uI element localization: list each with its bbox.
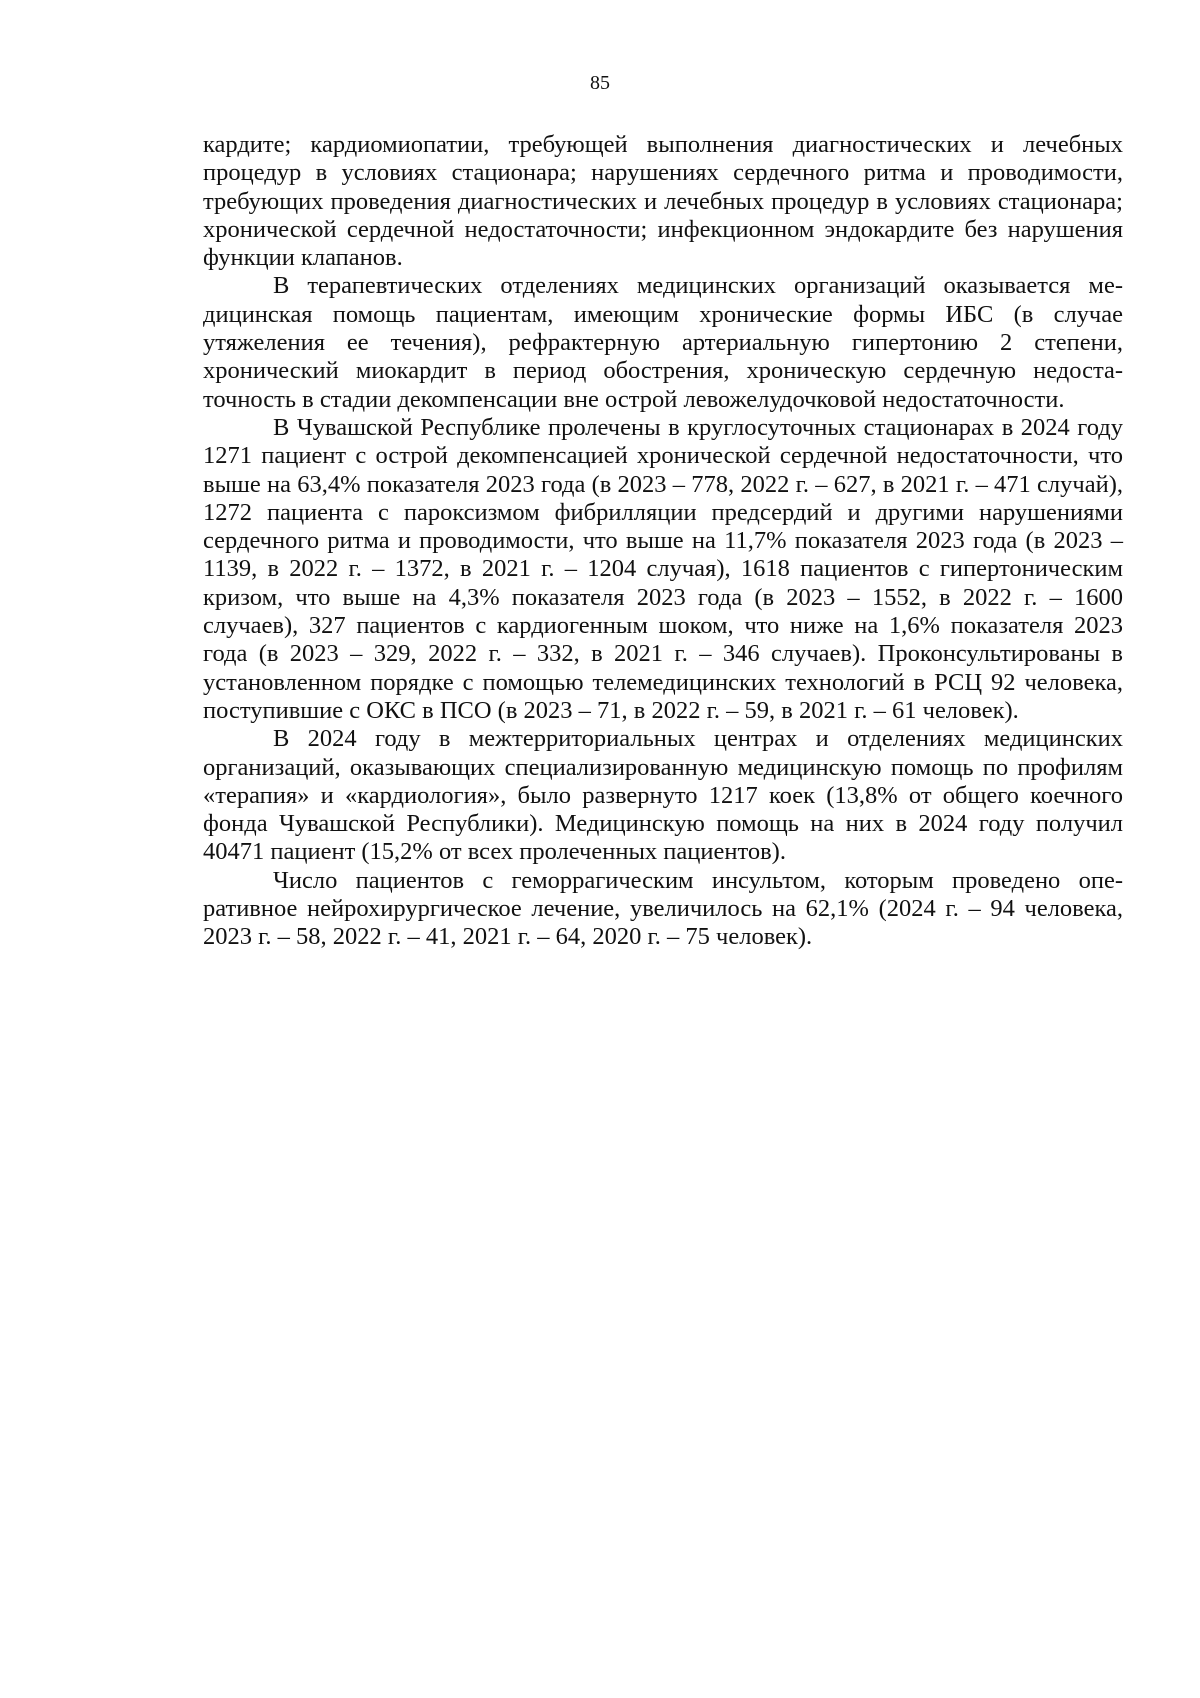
page-number: 85	[590, 72, 610, 94]
document-body	[203, 131, 1123, 952]
paragraph-3: В Чувашской Республике пролечены в круглосуточных стационарах в 2024 году 1271 пациент с острой декомпенсацией хронической сердечной недостаточности, что выше на 63,4% показателя 2023 года (в 2023 – 778, 2022 г. – 627, в 2021 г. – 471 случай), 1272 пациента с пароксизмом фибрилляции предсердий и другими нарушениями сердечного ритма и проводимости, что выше на 11,7% показателя 2023 года (в 2023 – 1139, в 2022 г. – 1372, в 2021 г. – 1204 случая), 1618 пациентов с гипертоническим кризом, что выше на 4,3% показателя 2023 года (в 2023 – 1552, в 2022 г. – 1600 случаев), 327 пациентов с кардиогенным шоком, что ниже на 1,6% показателя 2023 года (в 2023 – 329, 2022 г. – 332, в 2021 г. – 346 случаев). Проконсультированы в установленном порядке с помощью телемедицинских технологий в РСЦ 92 человека, поступившие с ОКС в ПСО (в 2023 – 71, в 2022 г. – 59, в 2021 г. – 61 человек).	[203, 413, 1123, 724]
paragraph-5: Число пациентов с геморрагическим инсультом, которым проведено оперативное нейрохирургическое лечение, увеличилось на 62,1% (2024 г. – 94 человека, 2023 г. – 58, 2022 г. – 41, 2021 г. – 64, 2020 г. – 75 человек).	[203, 866, 1123, 951]
paragraph-1: кардите; кардиомиопатии, требующей выполнения диагностических и лечебных процедур в условиях стационара; нарушениях сердечного ритма и проводимости, требующих проведения диагностических и лечебных процедур в условиях стационара; хронической сердечной недостаточности; инфекционном эндокардите без нарушения функции клапанов.	[203, 131, 1123, 272]
paragraph-4: В 2024 году в межтерриториальных центрах и отделениях медицинских организаций, оказывающих специализированную медицинскую помощь по профилям «терапия» и «кардиология», было развернуто 1217 коек (13,8% от общего коечного фонда Чувашской Республики). Медицинскую помощь на них в 2024 году получил 40471 пациент (15,2% от всех пролеченных пациентов).	[203, 725, 1123, 866]
paragraph-2: В терапевтических отделениях медицинских организаций оказывается медицинская помощь пациентам, имеющим хронические формы ИБС (в случае утяжеления ее течения), рефрактерную артериальную гипертонию 2 степени, хронический миокардит в период обострения, хроническую сердечную недостаточность в стадии декомпенсации вне острой левожелудочковой недостаточности.	[203, 272, 1123, 413]
